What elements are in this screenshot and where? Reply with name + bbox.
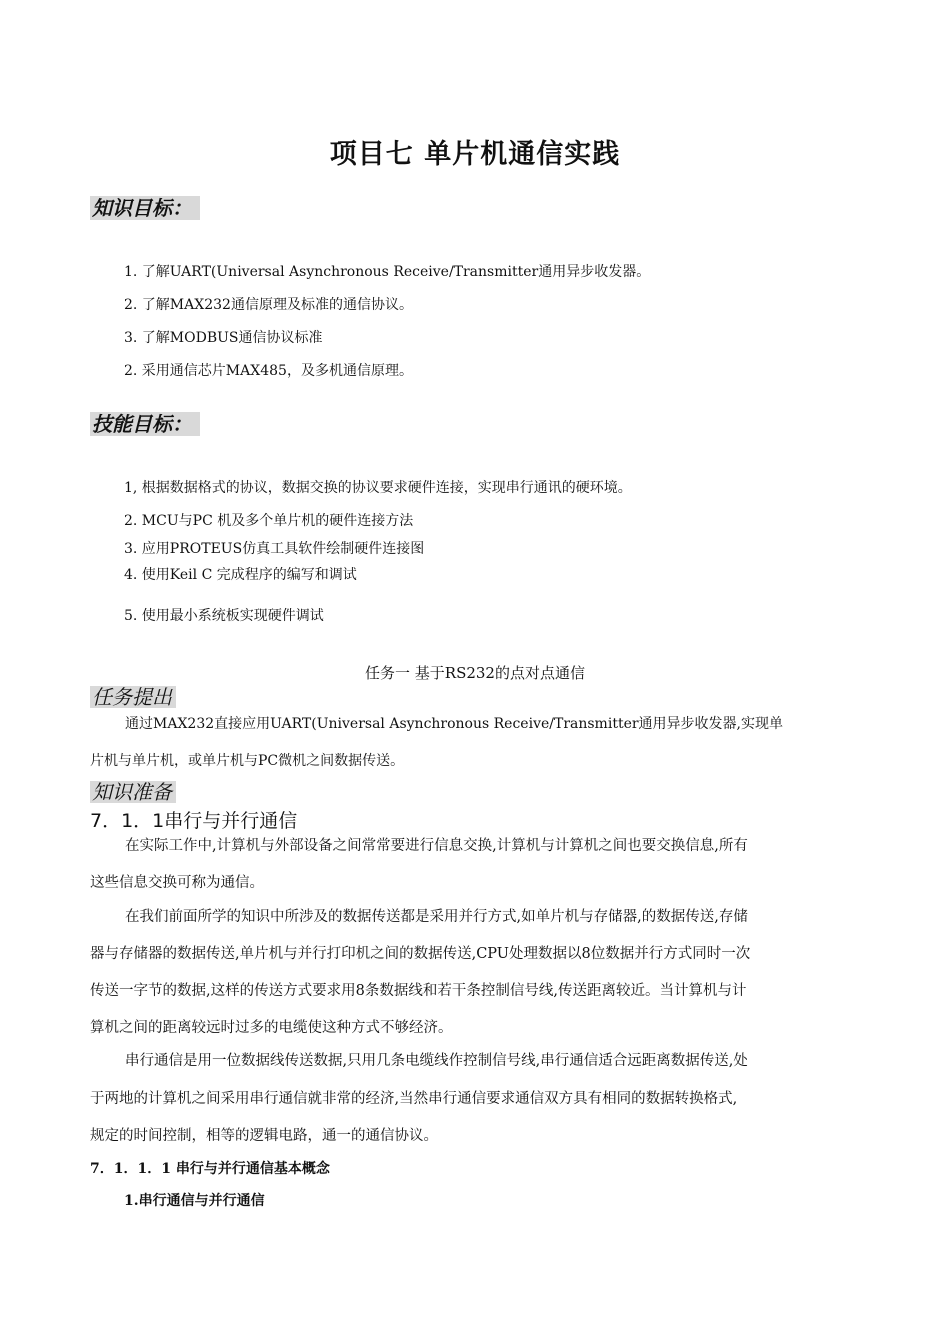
paragraph-line: 于两地的计算机之间采用串行通信就非常的经济,当然串行通信要求通信双方具有相同的数据转换格式, xyxy=(90,1091,738,1107)
paragraph-line: 传送一字节的数据,这样的传送方式要求用8条数据线和若干条控制信号线,传送距离较近。当计算机与计 xyxy=(90,983,747,999)
paragraph-line: 这些信息交换可称为通信。 xyxy=(90,875,264,891)
knowledge-item: 2. 了解MAX232通信原理及标准的通信协议。 xyxy=(124,297,413,313)
knowledge-item: 3. 了解MODBUS通信协议标准 xyxy=(124,330,323,346)
paragraph-line: 规定的时间控制，相等的逻辑电路，通一的通信协议。 xyxy=(90,1128,438,1144)
task-line: 片机与单片机，或单片机与PC微机之间数据传送。 xyxy=(90,753,405,769)
knowledge-item: 1. 了解UART(Universal Asynchronous Receive/Transmitter通用异步收发器。 xyxy=(124,264,651,280)
skills-item: 4. 使用Keil C 完成程序的编写和调试 xyxy=(124,567,357,583)
task-line: 通过MAX232直接应用UART(Universal Asynchronous Receive/Transmitter通用异步收发器,实现单 xyxy=(125,716,783,732)
skills-heading: 技能目标： xyxy=(90,412,200,436)
section-heading: 7．1．1串行与并行通信 xyxy=(90,810,298,832)
knowledge-item: 2. 采用通信芯片MAX485，及多机通信原理。 xyxy=(124,363,413,379)
knowledge-heading: 知识目标： xyxy=(90,196,200,220)
paragraph-line: 在我们前面所学的知识中所涉及的数据传送都是采用并行方式,如单片机与存储器,的数据传送,存储 xyxy=(125,909,748,925)
task-heading: 任务提出 xyxy=(90,686,176,708)
skills-item: 1, 根据数据格式的协议，数据交换的协议要求硬件连接，实现串行通讯的硬环境。 xyxy=(124,480,632,496)
subsubsection-heading: 1.串行通信与并行通信 xyxy=(124,1193,265,1209)
skills-item: 3. 应用PROTEUS仿真工具软件绘制硬件连接图 xyxy=(124,541,425,557)
skills-item: 2. MCU与PC 机及多个单片机的硬件连接方法 xyxy=(124,513,414,529)
subsection-heading: 7．1．1．1 串行与并行通信基本概念 xyxy=(90,1161,330,1177)
prep-heading: 知识准备 xyxy=(90,781,176,803)
page-title: 项目七 单片机通信实践 xyxy=(329,139,621,170)
skills-item: 5. 使用最小系统板实现硬件调试 xyxy=(124,608,324,624)
paragraph-line: 在实际工作中,计算机与外部设备之间常常要进行信息交换,计算机与计算机之间也要交换信息,所有 xyxy=(125,838,748,854)
paragraph-line: 器与存储器的数据传送,单片机与并行打印机之间的数据传送,CPU处理数据以8位数据并行方式同时一次 xyxy=(90,946,751,962)
paragraph-line: 算机之间的距离较远时过多的电缆使这种方式不够经济。 xyxy=(90,1020,453,1036)
paragraph-line: 串行通信是用一位数据线传送数据,只用几条电缆线作控制信号线,串行通信适合远距离数据传送,处 xyxy=(125,1053,748,1069)
task-title: 任务一 基于RS232的点对点通信 xyxy=(365,664,585,682)
